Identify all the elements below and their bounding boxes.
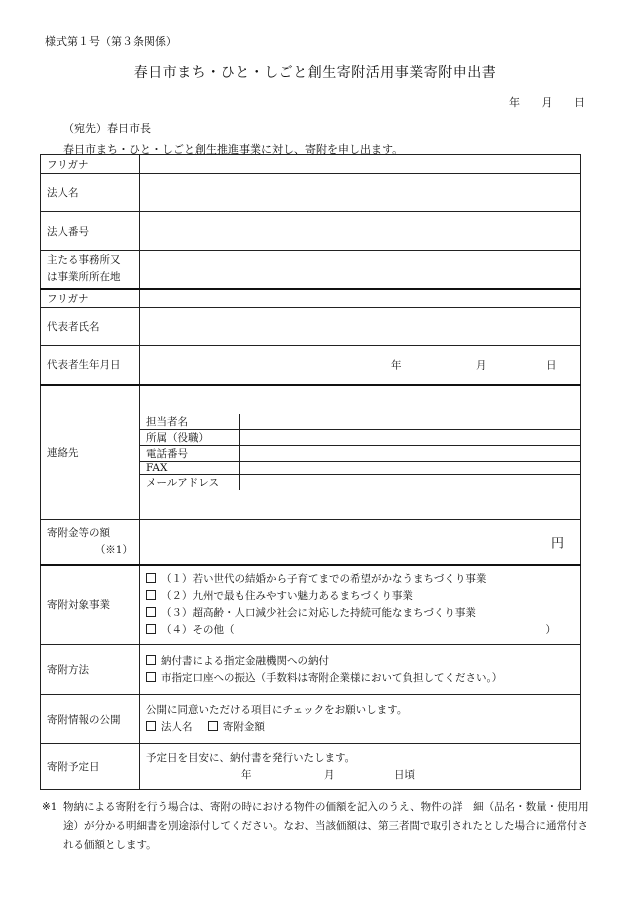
schedule-field[interactable] bbox=[140, 744, 581, 790]
row-contact bbox=[41, 385, 581, 520]
field-contact-person[interactable] bbox=[239, 414, 580, 430]
label-donation-amount-line1: 寄附金等の額 bbox=[47, 526, 110, 539]
label-contact-person: 担当者名 bbox=[140, 414, 239, 430]
field-contact-email[interactable] bbox=[239, 475, 580, 491]
contact-block bbox=[140, 385, 581, 520]
label-contact-dept: 所属（役職） bbox=[140, 430, 239, 446]
row-rep-name bbox=[41, 308, 581, 346]
schedule-day-label: 日頃 bbox=[394, 768, 415, 781]
checkbox-icon[interactable] bbox=[146, 590, 156, 600]
publication-option-amount[interactable]: 寄附金額 bbox=[208, 721, 265, 733]
row-target-project bbox=[41, 565, 581, 645]
target-project-options bbox=[140, 565, 581, 645]
label-address-line2: は事業所所在地 bbox=[47, 271, 121, 284]
label-contact-phone: 電話番号 bbox=[140, 446, 239, 462]
row-corp-number bbox=[41, 212, 581, 251]
checkbox-icon[interactable] bbox=[146, 655, 156, 665]
publication-option-corp-name[interactable]: 法人名 bbox=[146, 721, 193, 733]
application-form-table bbox=[40, 154, 581, 790]
label-contact-email: メールアドレス bbox=[140, 475, 239, 491]
field-address[interactable] bbox=[140, 251, 581, 289]
addressee: （宛先）春日市長 bbox=[63, 122, 151, 135]
form-number: 様式第１号（第３条関係） bbox=[45, 35, 177, 48]
row-corp-name bbox=[41, 174, 581, 212]
method-options bbox=[140, 645, 581, 695]
label-target-project: 寄附対象事業 bbox=[41, 565, 140, 645]
footnote-mark: ※1 bbox=[42, 801, 58, 813]
label-rep-birth: 代表者生年月日 bbox=[41, 346, 140, 385]
schedule-month-label: 月 bbox=[324, 768, 335, 781]
form-title: 春日市まち・ひと・しごと創生寄附活用事業寄附申出書 bbox=[133, 65, 497, 81]
label-schedule: 寄附予定日 bbox=[41, 744, 140, 790]
footnote-text: 物納による寄附を行う場合は、寄附の時における物件の価額を記入のうえ、物件の詳 細（品名・数量・使用用途）が分かる明細書を別途添付してください。なお、当該価額は、第三者間で取引されたとした場合に通常付される価額とします。 bbox=[63, 801, 589, 851]
label-rep-name: 代表者氏名 bbox=[41, 308, 140, 346]
publication-options bbox=[140, 695, 581, 744]
target-option-2[interactable]: （２）九州で最も住みやすい魅力あるまちづくり事業 bbox=[146, 588, 574, 605]
field-furigana-rep[interactable] bbox=[140, 289, 581, 308]
other-close-paren: ） bbox=[545, 623, 556, 636]
row-rep-birth bbox=[41, 346, 581, 385]
birth-month-label: 月 bbox=[476, 359, 487, 372]
birth-year-label: 年 bbox=[391, 359, 402, 372]
field-contact-fax[interactable] bbox=[239, 462, 580, 475]
checkbox-icon[interactable] bbox=[146, 607, 156, 617]
label-publication: 寄附情報の公開 bbox=[41, 695, 140, 744]
field-contact-dept[interactable] bbox=[239, 430, 580, 446]
row-furigana-rep bbox=[41, 289, 581, 308]
publication-instruction: 公開に同意いただける項目にチェックをお願いします。 bbox=[146, 704, 408, 716]
label-corp-name: 法人名 bbox=[41, 174, 140, 212]
label-address-line1: 主たる事務所又 bbox=[47, 254, 121, 267]
row-schedule bbox=[41, 744, 581, 790]
field-donation-amount[interactable] bbox=[140, 520, 581, 565]
submission-date: 年 月 日 bbox=[509, 96, 585, 109]
schedule-year-label: 年 bbox=[241, 768, 252, 781]
checkbox-icon[interactable] bbox=[146, 624, 156, 634]
field-corp-name[interactable] bbox=[140, 174, 581, 212]
checkbox-icon[interactable] bbox=[146, 573, 156, 583]
label-furigana-rep: フリガナ bbox=[41, 289, 140, 308]
row-address bbox=[41, 251, 581, 289]
label-address bbox=[41, 251, 140, 289]
schedule-instruction: 予定日を目安に、納付書を発行いたします。 bbox=[146, 751, 356, 764]
target-option-3[interactable]: （３）超高齢・人口減少社会に対応した持続可能なまちづくり事業 bbox=[146, 605, 574, 622]
row-furigana-corp bbox=[41, 155, 581, 174]
method-option-2[interactable]: 市指定口座への振込（手数料は寄附企業様において負担してください。） bbox=[146, 670, 574, 687]
label-method: 寄附方法 bbox=[41, 645, 140, 695]
checkbox-icon[interactable] bbox=[146, 721, 156, 731]
row-publication bbox=[41, 695, 581, 744]
field-furigana-corp[interactable] bbox=[140, 155, 581, 174]
intro-text: 春日市まち・ひと・しごと創生推進事業に対し、寄附を申し出ます。 bbox=[63, 143, 404, 156]
label-contact: 連絡先 bbox=[41, 385, 140, 520]
field-rep-name[interactable] bbox=[140, 308, 581, 346]
field-contact-phone[interactable] bbox=[239, 446, 580, 462]
schedule-date bbox=[146, 767, 574, 784]
publication-checkboxes bbox=[146, 719, 574, 736]
contact-table bbox=[140, 414, 580, 490]
row-donation-amount bbox=[41, 520, 581, 565]
method-option-1[interactable]: 納付書による指定金融機関への納付 bbox=[146, 653, 574, 670]
label-donation-amount bbox=[41, 520, 140, 565]
field-rep-birth[interactable] bbox=[140, 346, 581, 385]
checkbox-icon[interactable] bbox=[146, 672, 156, 682]
footnote bbox=[42, 798, 590, 855]
label-donation-amount-note: （※1） bbox=[94, 543, 133, 556]
yen-unit: 円 bbox=[550, 536, 564, 552]
row-method bbox=[41, 645, 581, 695]
label-contact-fax: FAX bbox=[140, 462, 239, 475]
field-corp-number[interactable] bbox=[140, 212, 581, 251]
label-corp-number: 法人番号 bbox=[41, 212, 140, 251]
birth-day-label: 日 bbox=[546, 359, 557, 372]
checkbox-icon[interactable] bbox=[208, 721, 218, 731]
label-furigana-corp: フリガナ bbox=[41, 155, 140, 174]
target-option-1[interactable]: （１）若い世代の結婚から子育てまでの希望がかなうまちづくり事業 bbox=[146, 571, 574, 588]
target-option-4[interactable]: （４）その他（ ） bbox=[146, 622, 574, 639]
